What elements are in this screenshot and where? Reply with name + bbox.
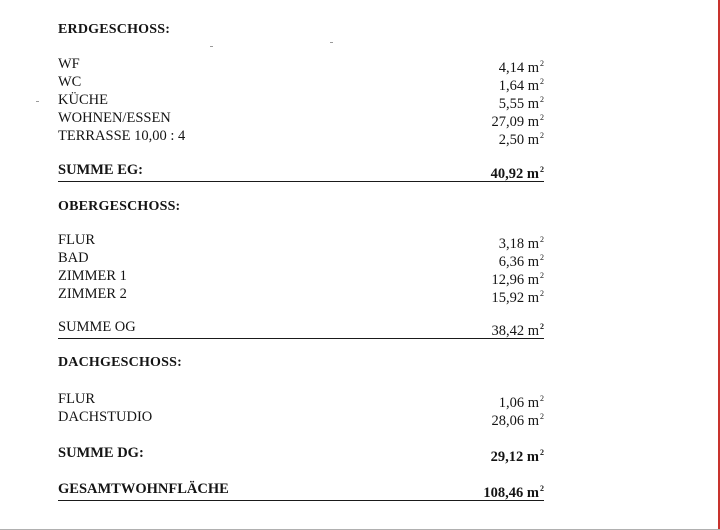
- subtotal-label: SUMME DG:: [58, 445, 144, 461]
- room-label: KÜCHE: [58, 92, 108, 108]
- unit-superscript: 2: [540, 165, 544, 174]
- unit-superscript: 2: [540, 59, 544, 68]
- scan-speck: [36, 101, 39, 102]
- area-row: [58, 231, 544, 252]
- area-value: 1,64 $m^2$: [498, 77, 544, 94]
- scan-speck: [210, 46, 213, 47]
- area-value: 4,14 $m^2$: [498, 59, 544, 76]
- unit-superscript: 2: [540, 394, 544, 403]
- room-label: FLUR: [58, 391, 96, 407]
- area-row: [58, 408, 544, 429]
- area-value: 15,92 $m^2$: [491, 289, 544, 306]
- subtotal-row-eg: [58, 161, 544, 182]
- unit-superscript: 2: [540, 113, 544, 122]
- area-value: 27,09 $m^2$: [491, 113, 544, 130]
- room-label: BAD: [58, 250, 89, 266]
- subtotal-value: 40,92 $m^2$: [490, 165, 544, 182]
- unit-superscript: 2: [540, 322, 544, 331]
- room-label: ZIMMER 2: [58, 286, 127, 302]
- subtotal-value: 29,12 $m^2$: [490, 448, 544, 465]
- section-heading-dachgeschoss: DACHGESCHOSS:: [58, 355, 182, 370]
- room-label: ZIMMER 1: [58, 268, 127, 284]
- scan-speck: [330, 42, 333, 43]
- unit-superscript: 2: [540, 131, 544, 140]
- area-value: 12,96 $m^2$: [491, 271, 544, 288]
- section-heading-erdgeschoss: ERDGESCHOSS:: [58, 22, 171, 37]
- unit-superscript: 2: [540, 484, 544, 493]
- total-label: GESAMTWOHNFLÄCHE: [58, 481, 229, 497]
- room-label: WOHNEN/ESSEN: [58, 110, 171, 126]
- total-value: 108,46 $m^2$: [483, 484, 544, 501]
- unit-superscript: 2: [540, 412, 544, 421]
- room-label: TERRASSE 10,00 : 4: [58, 128, 186, 144]
- area-row: [58, 91, 544, 112]
- room-label: DACHSTUDIO: [58, 409, 153, 425]
- area-row: [58, 249, 544, 270]
- area-row: [58, 55, 544, 76]
- area-row: [58, 127, 544, 148]
- subtotal-row-og: [58, 318, 544, 339]
- unit-superscript: 2: [540, 289, 544, 298]
- area-row: [58, 267, 544, 288]
- area-value: 1,06 $m^2$: [498, 394, 544, 411]
- area-value: 2,50 $m^2$: [498, 131, 544, 148]
- room-label: FLUR: [58, 232, 96, 248]
- area-value: 28,06 $m^2$: [491, 412, 544, 429]
- room-label: WC: [58, 74, 82, 90]
- unit-superscript: 2: [540, 235, 544, 244]
- section-heading-obergeschoss: OBERGESCHOSS:: [58, 199, 181, 214]
- area-row: [58, 285, 544, 306]
- subtotal-row-dg: [58, 444, 544, 464]
- subtotal-label: SUMME OG: [58, 319, 136, 335]
- total-row: [58, 480, 544, 501]
- unit-superscript: 2: [540, 448, 544, 457]
- area-value: 6,36 $m^2$: [498, 253, 544, 270]
- room-label: WF: [58, 56, 80, 72]
- unit-superscript: 2: [540, 95, 544, 104]
- unit-superscript: 2: [540, 253, 544, 262]
- subtotal-label: SUMME EG:: [58, 162, 143, 178]
- area-value: 5,55 $m^2$: [498, 95, 544, 112]
- unit-superscript: 2: [540, 271, 544, 280]
- area-row: [58, 109, 544, 130]
- unit-superscript: 2: [540, 77, 544, 86]
- area-row: [58, 73, 544, 94]
- subtotal-value: 38,42 $m^2$: [491, 322, 544, 339]
- area-row: [58, 390, 544, 411]
- area-value: 3,18 $m^2$: [498, 235, 544, 252]
